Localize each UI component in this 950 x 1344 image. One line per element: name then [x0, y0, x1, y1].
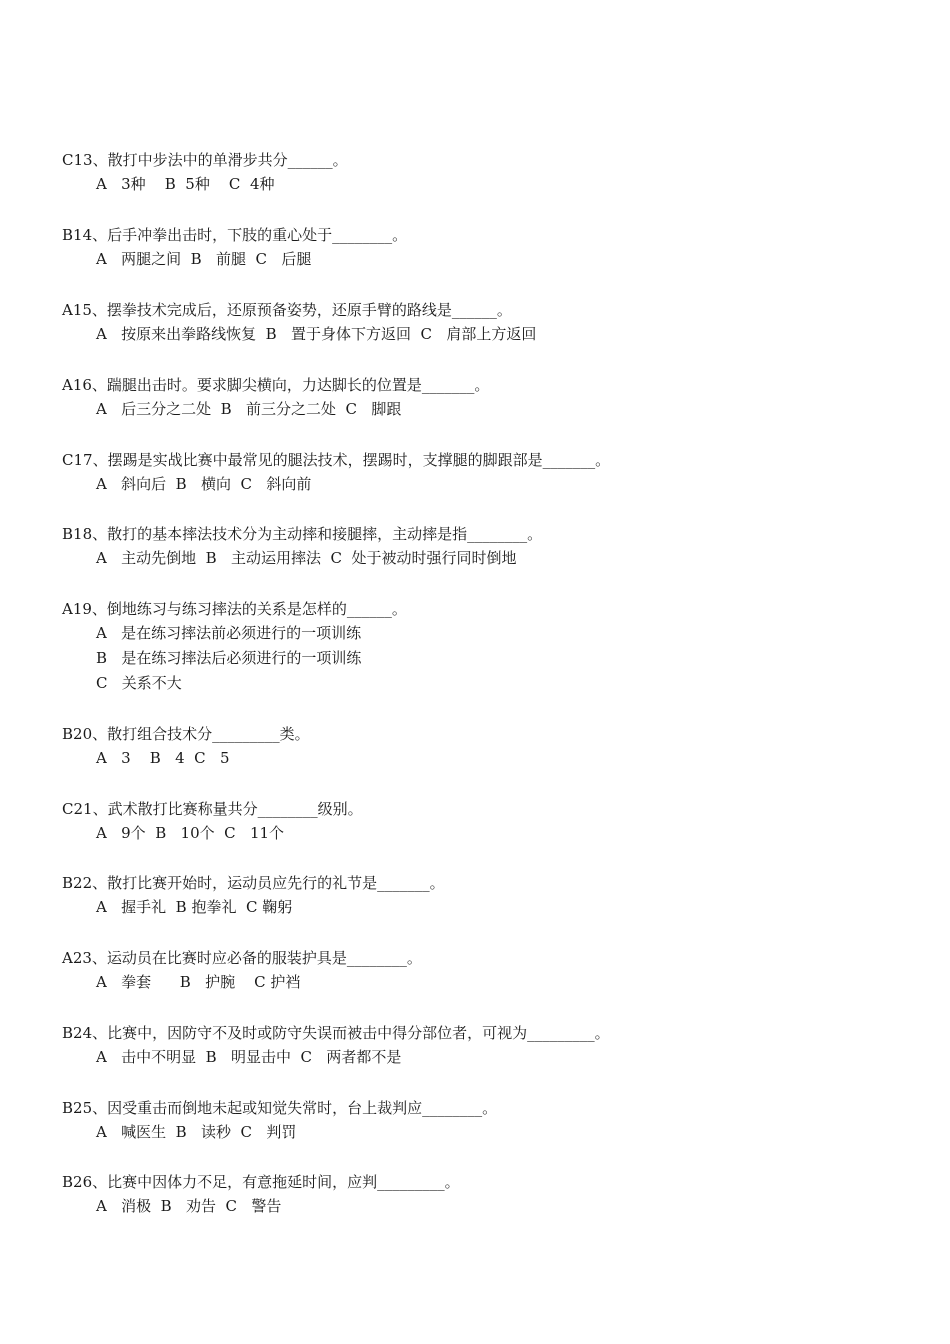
question-options: A 击中不明显 B 明显击中 C 两者都不是 — [96, 1048, 402, 1066]
question-options: A 消极 B 劝告 C 警告 — [96, 1197, 282, 1215]
question-c21 — [62, 797, 922, 846]
question-options: A 喊医生 B 读秒 C 判罚 — [96, 1123, 297, 1141]
question-option-c: C 关系不大 — [96, 674, 182, 692]
question-stem: B18、散打的基本摔法技术分为主动摔和接腿摔，主动摔是指________。 — [62, 525, 543, 543]
question-options: A 9个 B 10个 C 11个 — [96, 824, 285, 842]
question-options: A 3 B 4 C 5 — [96, 749, 230, 767]
question-b25 — [62, 1096, 922, 1145]
question-b18 — [62, 522, 922, 571]
question-a15 — [62, 298, 922, 347]
question-options: A 斜向后 B 横向 C 斜向前 — [96, 475, 312, 493]
question-stem: B24、比赛中，因防守不及时或防守失误而被击中得分部位者，可视为_________。 — [62, 1024, 610, 1042]
question-b20 — [62, 722, 922, 771]
question-c17 — [62, 448, 922, 497]
question-a23 — [62, 946, 922, 995]
question-stem: A19、倒地练习与练习摔法的关系是怎样的______。 — [62, 600, 407, 618]
question-options: A 两腿之间 B 前腿 C 后腿 — [96, 250, 312, 268]
question-stem: A15、摆拳技术完成后，还原预备姿势，还原手臂的路线是______。 — [62, 301, 512, 319]
question-b14 — [62, 223, 922, 272]
question-c13 — [62, 148, 922, 197]
question-stem: B20、散打组合技术分_________类。 — [62, 725, 310, 743]
question-stem: A23、运动员在比赛时应必备的服装护具是________。 — [62, 949, 422, 967]
question-stem: B22、散打比赛开始时，运动员应先行的礼节是_______。 — [62, 874, 445, 892]
question-b26 — [62, 1170, 922, 1219]
question-options: A 3种 B 5种 C 4种 — [96, 175, 275, 193]
question-stem: B26、比赛中因体力不足，有意拖延时间，应判_________。 — [62, 1173, 460, 1191]
question-option-a: A 是在练习摔法前必须进行的一项训练 — [96, 624, 362, 642]
question-a16 — [62, 373, 922, 422]
question-options: A 后三分之二处 B 前三分之二处 C 脚跟 — [96, 400, 402, 418]
question-b24 — [62, 1021, 922, 1070]
question-stem: B14、后手冲拳出击时，下肢的重心处于________。 — [62, 226, 408, 244]
question-options: A 拳套 B 护腕 C 护裆 — [96, 973, 301, 991]
question-stem: C13、散打中步法中的单滑步共分______。 — [62, 151, 348, 169]
question-a19 — [62, 597, 922, 696]
question-options: A 握手礼 B 抱拳礼 C 鞠躬 — [96, 898, 293, 916]
question-stem: C21、武术散打比赛称量共分________级别。 — [62, 800, 363, 818]
question-options: A 主动先倒地 B 主动运用摔法 C 处于被动时强行同时倒地 — [96, 549, 517, 567]
question-options: A 按原来出拳路线恢复 B 置于身体下方返回 C 肩部上方返回 — [96, 325, 537, 343]
question-b22 — [62, 871, 922, 920]
question-stem: B25、因受重击而倒地未起或知觉失常时，台上裁判应________。 — [62, 1099, 498, 1117]
question-option-b: B 是在练习摔法后必须进行的一项训练 — [96, 649, 362, 667]
question-stem: C17、摆踢是实战比赛中最常见的腿法技术，摆踢时，支撑腿的脚跟部是_______。 — [62, 451, 611, 469]
question-stem: A16、踹腿出击时。要求脚尖横向，力达脚长的位置是_______。 — [62, 376, 490, 394]
